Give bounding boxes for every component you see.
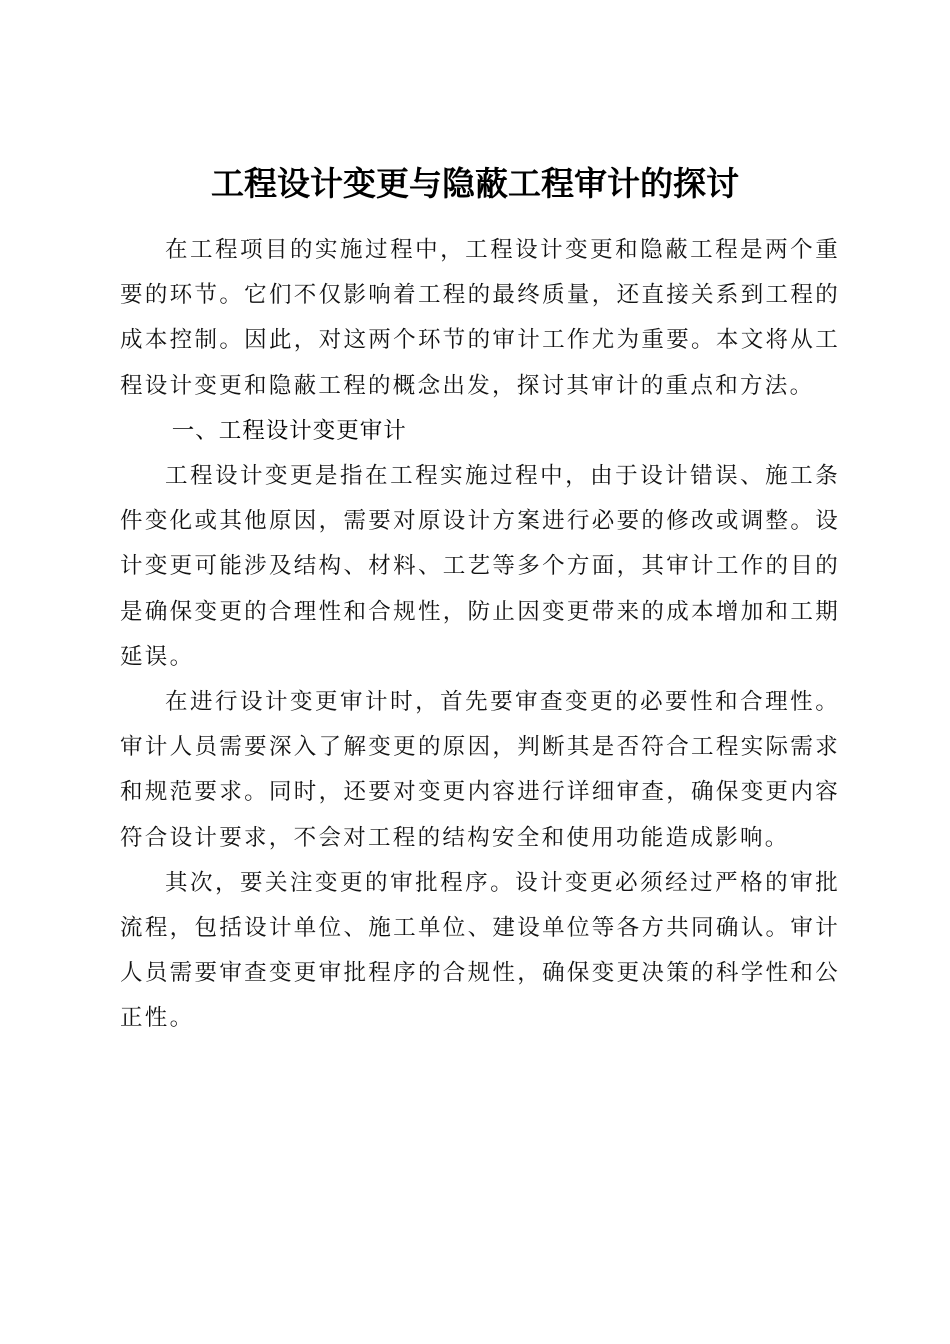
paragraph-approval-procedure: 其次，要关注变更的审批程序。设计变更必须经过严格的审批流程，包括设计单位、施工单位、建设单位等各方共同确认。审计人员需要审查变更审批程序的合规性，确保变更决策的科学性和公正性。 xyxy=(120,869,840,1032)
document-body xyxy=(120,228,840,1042)
paragraph-design-change-definition: 工程设计变更是指在工程实施过程中，由于设计错误、施工条件变化或其他原因，需要对原设计方案进行必要的修改或调整。设计变更可能涉及结构、材料、工艺等多个方面，其审计工作的目的是确保变更的合理性和合规性，防止因变更带来的成本增加和工期延误。 xyxy=(120,463,840,670)
document-title: 工程设计变更与隐蔽工程审计的探讨 xyxy=(211,164,739,204)
section-heading-design-change-audit: 一、工程设计变更审计 xyxy=(171,417,407,444)
paragraph-intro: 在工程项目的实施过程中，工程设计变更和隐蔽工程是两个重要的环节。它们不仅影响着工程的最终质量，还直接关系到工程的成本控制。因此，对这两个环节的审计工作尤为重要。本文将从工程设计变更和隐蔽工程的概念出发，探讨其审计的重点和方法。 xyxy=(120,237,840,399)
paragraph-necessity-review: 在进行设计变更审计时，首先要审查变更的必要性和合理性。审计人员需要深入了解变更的原因，判断其是否符合工程实际需求和规范要求。同时，还要对变更内容进行详细审查，确保变更内容符合设计要求，不会对工程的结构安全和使用功能造成影响。 xyxy=(120,689,840,851)
